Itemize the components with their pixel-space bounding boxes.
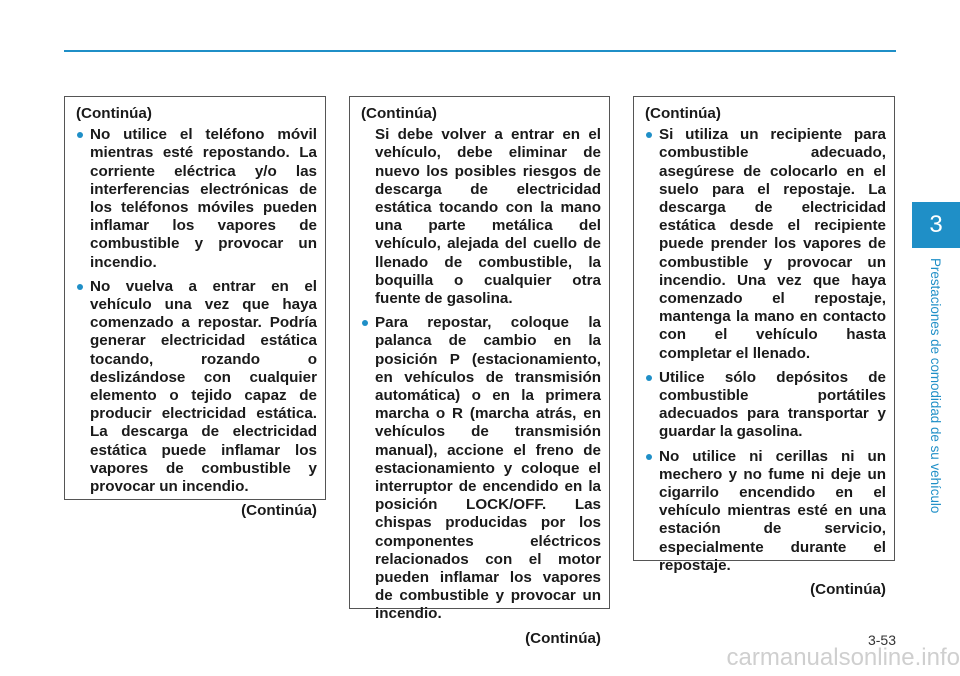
continued-footer: (Continúa) — [525, 629, 601, 647]
page-number: 3-53 — [867, 632, 896, 648]
warning-column-2 — [349, 96, 610, 647]
continued-heading: (Continúa) — [645, 105, 721, 122]
chapter-tab: 3 — [912, 202, 960, 248]
warning-list — [361, 314, 601, 623]
continued-footer: (Continúa) — [241, 502, 317, 520]
warning-paragraph: Si debe volver a entrar en el vehículo, debe eliminar de nuevo los posibles riesgos de descarga de electricidad estática tocando con la mano una parte metálica del vehículo, alejada del cuello de llenado de combustible, la boquilla o cualquier otra fuente de gasolina. — [375, 126, 601, 308]
warning-item: No utilice ni cerillas ni un mechero y no fume ni deje un cigarrilo encendido en el vehículo mientras esté en una estación de servicio, especialmente durante el repostaje. — [645, 448, 886, 575]
warning-item: Si utiliza un recipiente para combustible adecuado, asegúrese de colocarlo en el suelo para el repostaje. La descarga de electricidad estática desde el recipiente puede prender los vapores de combustible y provocar un incendio. Una vez que haya comenzado el repostaje, mantenga la mano en contacto con el vehículo hasta completar el llenado. — [645, 126, 886, 363]
warning-item: No vuelva a entrar en el vehículo una vez que haya comenzado a repostar. Podría generar electricidad estática tocando, rozando o deslizándose con cualquier elemento o tejido capaz de producir electricidad estática. La descarga de electricidad estática puede inflamar los vapores de combustible y provocar un incendio. — [76, 278, 317, 496]
watermark: carmanualsonline.info — [726, 644, 960, 671]
warning-column-1 — [64, 96, 326, 520]
warning-column-3 — [633, 96, 895, 599]
continued-heading: (Continúa) — [76, 105, 152, 122]
continued-footer: (Continúa) — [810, 581, 886, 599]
warning-item: No utilice el teléfono móvil mientras esté repostando. La corriente eléctrica y/o las interferencias electrónicas de los teléfonos móviles pueden inflamar los vapores de combustible y provocar un incendio. — [76, 126, 317, 272]
warning-list — [645, 126, 886, 575]
continued-heading: (Continúa) — [361, 105, 437, 122]
warning-item: Utilice sólo depósitos de combustible portátiles adecuados para transportar y guardar la gasolina. — [645, 369, 886, 442]
warning-item: Para repostar, coloque la palanca de cambio en la posición P (estacionamiento, en vehículos de transmisión automática) o en la primera marcha o R (marcha atrás, en vehículos de transmisión manual), accione el freno de estacionamiento y coloque el interruptor de encendido en la posición LOCK/OFF. Las chispas producidas por los componentes eléctricos relacionados con el motor pueden inflamar los vapores de combustible y provocar un incendio. — [361, 314, 601, 623]
chapter-title: Prestaciones de comodidad de su vehículo — [928, 258, 943, 514]
warning-list — [76, 126, 317, 496]
header-rule — [64, 50, 896, 52]
